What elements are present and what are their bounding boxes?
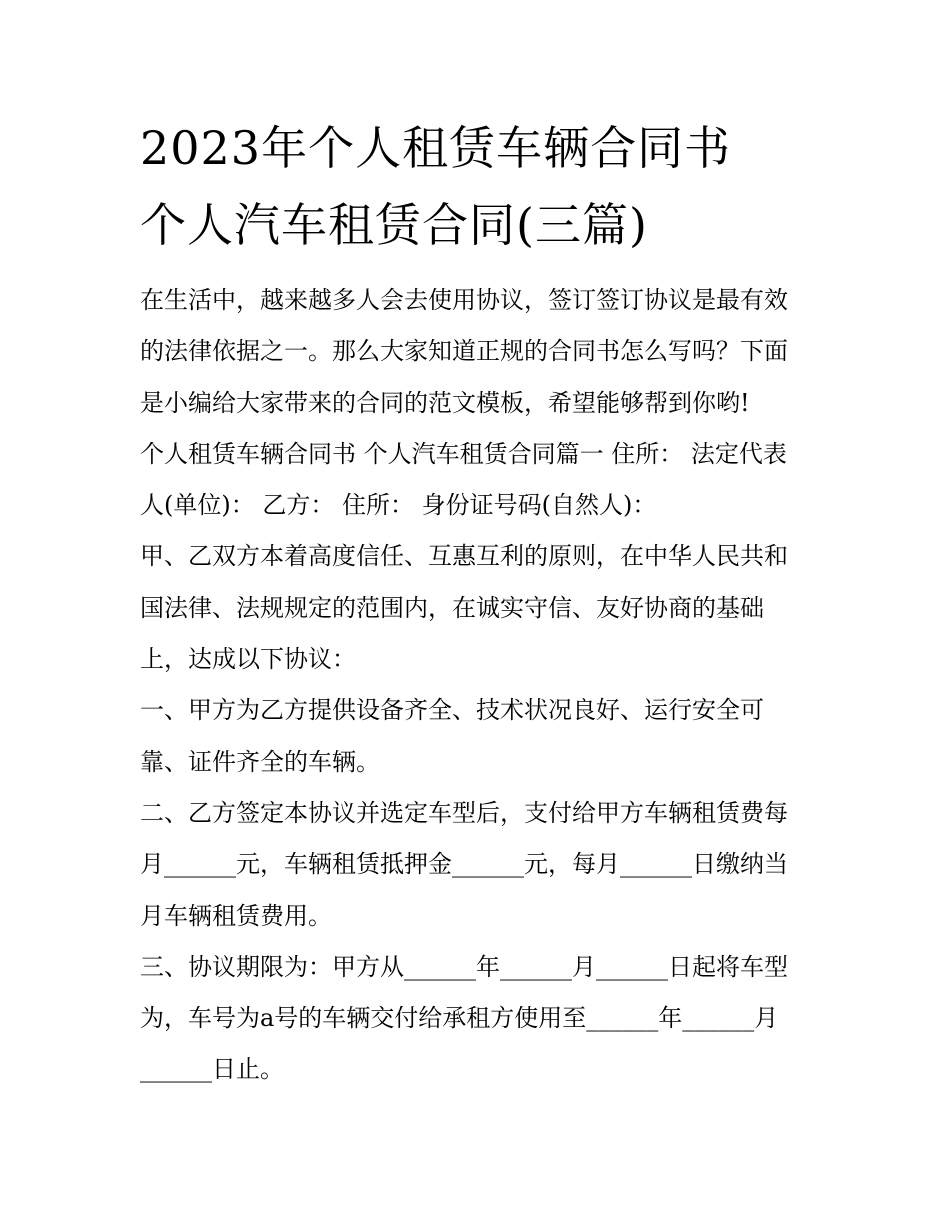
body-line: 三、协议期限为：甲方从______年______月______日起将车型 <box>140 952 788 981</box>
body-line: 的法律依据之一。那么大家知道正规的合同书怎么写吗？下面 <box>140 337 788 366</box>
body-line: 在生活中，越来越多人会去使用协议，签订签订协议是最有效 <box>140 286 788 314</box>
body-line: 国法律、法规规定的范围内，在诚实守信、友好协商的基础 <box>140 593 764 622</box>
body-line: 个人租赁车辆合同书 个人汽车租赁合同篇一 住所： 法定代表 <box>140 439 787 468</box>
body-line: 是小编给大家带来的合同的范文模板，希望能够帮到你哟! <box>140 388 750 417</box>
document-body <box>140 275 820 1096</box>
body-line: 月车辆租赁费用。 <box>140 901 332 930</box>
body-line: 人(单位)： 乙方： 住所： 身份证号码(自然人)： <box>140 491 657 520</box>
body-line: 上，达成以下协议： <box>140 645 356 674</box>
body-line: 一、甲方为乙方提供设备齐全、技术状况良好、运行安全可 <box>140 696 764 725</box>
body-line: 靠、证件齐全的车辆。 <box>140 747 380 776</box>
body-line: 甲、乙双方本着高度信任、互惠互利的原则，在中华人民共和 <box>140 542 788 571</box>
body-line: 月______元，车辆租赁抵押金______元，每月______日缴纳当 <box>140 850 788 879</box>
document-title-line-1: 2023年个人租赁车辆合同书 <box>140 121 732 175</box>
body-line: 为，车号为a号的车辆交付给承租方使用至______年______月 <box>140 1004 779 1033</box>
document-title-line-2: 个人汽车租赁合同(三篇) <box>140 198 648 252</box>
body-line: 二、乙方签定本协议并选定车型后，支付给甲方车辆租赁费每 <box>140 798 788 827</box>
body-line: ______日止。 <box>140 1055 284 1084</box>
